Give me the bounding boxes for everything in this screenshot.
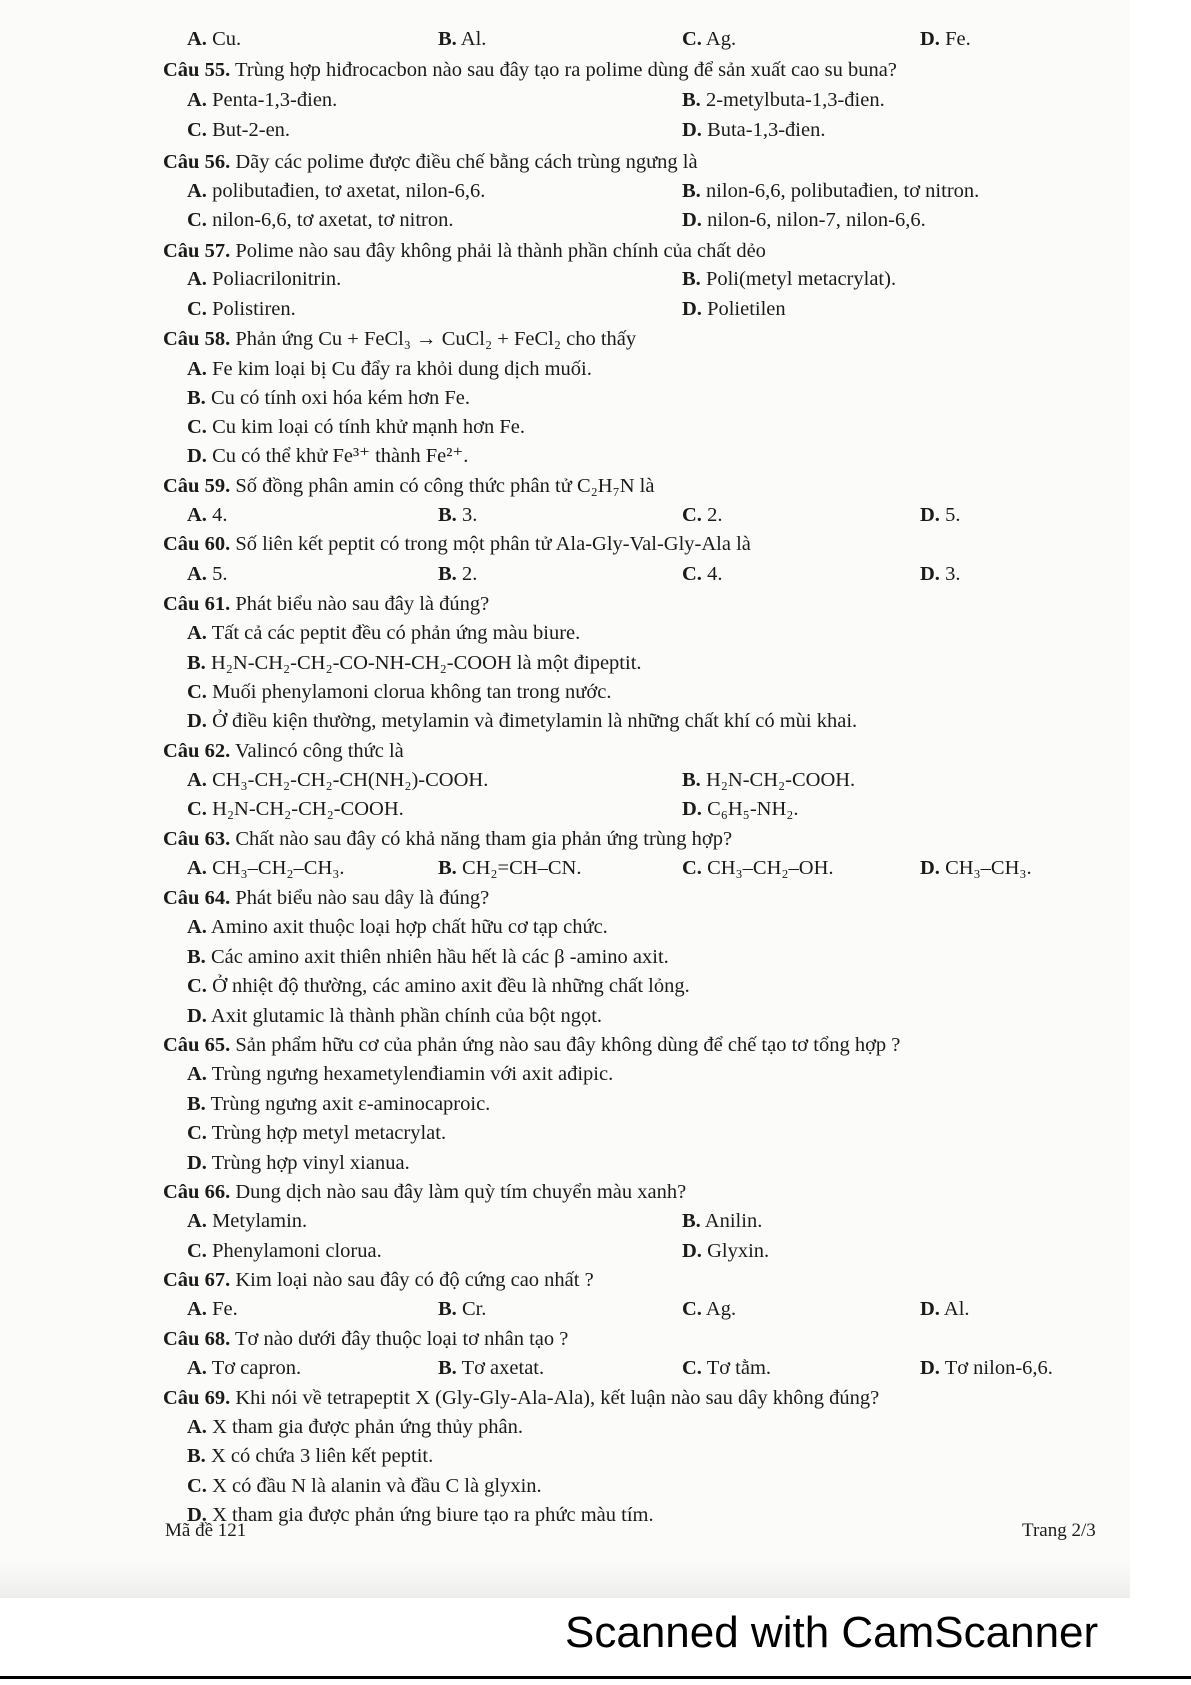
option-letter: C. — [187, 209, 207, 231]
option-text: Cu có thể khử Fe³⁺ thành Fe²⁺. — [206, 445, 469, 467]
answer-option[interactable] — [682, 296, 786, 322]
question-number: Câu 56. — [163, 151, 231, 173]
option-text: H₂N-CH₂-COOH. — [700, 769, 856, 791]
question-stem — [163, 149, 698, 175]
question-number: Câu 55. — [163, 59, 231, 81]
option-letter: A. — [187, 358, 207, 380]
option-text: Glyxin. — [701, 1240, 770, 1262]
option-letter: A. — [187, 268, 207, 290]
option-letter: C. — [187, 1475, 207, 1497]
option-letter: C. — [682, 1357, 702, 1379]
option-letter: B. — [682, 89, 701, 111]
option-text: 5. — [939, 504, 961, 526]
option-text: Cu có tính oxi hóa kém hơn Fe. — [205, 387, 471, 409]
option-letter: C. — [682, 563, 702, 585]
option-letter: B. — [682, 180, 701, 202]
question-stem — [163, 826, 732, 852]
answer-option[interactable] — [920, 1355, 1053, 1381]
option-letter: A. — [187, 1298, 207, 1320]
option-letter: C. — [187, 1122, 207, 1144]
question-text: Phát biểu nào sau đây là đúng? — [230, 593, 490, 615]
option-text: Tơ nilon-6,6. — [939, 1357, 1053, 1379]
option-text: Metylamin. — [206, 1210, 308, 1232]
question-number: Câu 60. — [163, 533, 231, 555]
answer-option[interactable] — [187, 178, 485, 204]
question-text: Trùng hợp hiđrocacbon nào sau đây tạo ra polime dùng để sản xuất cao su buna? — [230, 59, 897, 81]
option-letter: D. — [187, 1152, 207, 1174]
option-text: C₆H₅-NH₂. — [701, 798, 799, 820]
answer-option[interactable] — [187, 1061, 613, 1087]
option-text: X có chứa 3 liên kết peptit. — [205, 1445, 434, 1467]
option-letter: D. — [187, 1005, 207, 1027]
option-text: 3. — [456, 504, 478, 526]
option-letter: D. — [682, 209, 702, 231]
option-text: X có đầu N là alanin và đầu C là glyxin. — [206, 1475, 542, 1497]
answer-option[interactable] — [682, 1238, 769, 1264]
option-text: CH₂=CH–CN. — [456, 857, 582, 879]
answer-option[interactable] — [438, 1296, 486, 1322]
question-number: Câu 65. — [163, 1034, 231, 1056]
question-text: Dung dịch nào sau đây làm quỳ tím chuyển màu xanh? — [230, 1181, 687, 1203]
answer-option[interactable] — [187, 296, 296, 322]
question-number: Câu 66. — [163, 1181, 231, 1203]
option-letter: B. — [438, 1298, 457, 1320]
answer-option[interactable] — [187, 855, 345, 881]
option-letter: C. — [187, 298, 207, 320]
option-letter: A. — [187, 1063, 207, 1085]
answer-option[interactable] — [187, 914, 608, 940]
option-letter: C. — [187, 681, 207, 703]
answer-option[interactable] — [187, 1502, 654, 1528]
option-text: H₂N-CH₂-CH₂-COOH. — [206, 798, 404, 820]
option-text: 5. — [206, 563, 228, 585]
option-letter: A. — [187, 916, 207, 938]
option-letter: C. — [682, 504, 702, 526]
question-stem — [163, 1385, 879, 1411]
option-text: Tất cả các peptit đều có phản ứng màu biure. — [206, 622, 581, 644]
option-text: X tham gia được phản ứng thủy phân. — [206, 1416, 523, 1438]
option-text: Poliacrilonitrin. — [206, 268, 342, 290]
answer-option[interactable] — [682, 87, 885, 113]
option-letter: A. — [187, 769, 207, 791]
option-text: H₂N-CH₂-CH₂-CO-NH-CH₂-COOH là một đipeptit. — [205, 652, 642, 674]
option-letter: A. — [187, 180, 207, 202]
option-text: CH₃–CH₂–CH₃. — [206, 857, 345, 879]
answer-option[interactable] — [682, 26, 736, 52]
bottom-rule — [0, 1676, 1191, 1679]
answer-option[interactable] — [438, 26, 486, 52]
option-letter: A. — [187, 1357, 207, 1379]
answer-option[interactable] — [682, 855, 834, 881]
question-text: Sản phẩm hữu cơ của phản ứng nào sau đây không dùng để chế tạo tơ tổng hợp ? — [230, 1034, 901, 1056]
answer-option[interactable] — [920, 855, 1032, 881]
option-letter: B. — [438, 28, 457, 50]
option-letter: B. — [682, 1210, 701, 1232]
option-letter: A. — [187, 622, 207, 644]
question-stem — [163, 1267, 594, 1293]
option-text: 2-metylbuta-1,3-đien. — [700, 89, 885, 111]
option-letter: C. — [682, 857, 702, 879]
option-text: Trùng ngưng hexametylenđiamin với axit ađipic. — [206, 1063, 614, 1085]
option-text: Tơ capron. — [206, 1357, 302, 1379]
answer-option[interactable] — [187, 1091, 490, 1117]
option-text: Amino axit thuộc loại hợp chất hữu cơ tạp chức. — [206, 916, 608, 938]
option-text: Phenylamoni clorua. — [206, 1240, 382, 1262]
answer-option[interactable] — [438, 1355, 544, 1381]
question-stem — [163, 591, 489, 617]
option-letter: B. — [187, 652, 206, 674]
answer-option[interactable] — [187, 26, 241, 52]
option-text: 4. — [206, 504, 228, 526]
camscanner-watermark: Scanned with CamScanner — [565, 1608, 1099, 1657]
option-text: nilon-6,6, tơ axetat, tơ nitron. — [206, 209, 454, 231]
option-text: Trùng hợp vinyl xianua. — [206, 1152, 410, 1174]
answer-option[interactable] — [187, 1296, 238, 1322]
answer-option[interactable] — [187, 1443, 433, 1469]
option-letter: D. — [187, 710, 207, 732]
answer-option[interactable] — [920, 561, 960, 587]
question-stem — [163, 473, 654, 499]
option-letter: B. — [438, 1357, 457, 1379]
question-text: Kim loại nào sau đây có độ cứng cao nhất ? — [230, 1269, 594, 1291]
option-text: Cr. — [456, 1298, 487, 1320]
answer-option[interactable] — [187, 356, 592, 382]
option-letter: D. — [920, 28, 940, 50]
answer-option[interactable] — [187, 944, 669, 970]
answer-option[interactable] — [187, 620, 580, 646]
option-letter: A. — [187, 28, 207, 50]
answer-option[interactable] — [187, 767, 488, 793]
question-stem — [163, 1179, 686, 1205]
option-text: Ag. — [701, 1298, 737, 1320]
answer-option[interactable] — [682, 1208, 762, 1234]
option-text: But-2-en. — [206, 119, 291, 141]
answer-option[interactable] — [438, 561, 477, 587]
option-letter: C. — [187, 119, 207, 141]
answer-option[interactable] — [682, 1296, 736, 1322]
option-letter: D. — [920, 1357, 940, 1379]
option-letter: A. — [187, 1416, 207, 1438]
answer-option[interactable] — [187, 1414, 523, 1440]
answer-option[interactable] — [682, 796, 799, 822]
answer-option[interactable] — [187, 561, 227, 587]
question-text: Số liên kết peptit có trong một phân tử Ala-Gly-Val-Gly-Ala là — [230, 533, 751, 555]
option-letter: D. — [682, 298, 702, 320]
question-number: Câu 64. — [163, 887, 231, 909]
question-text: Tơ nào dưới đây thuộc loại tơ nhân tạo ? — [230, 1328, 569, 1350]
option-letter: B. — [682, 769, 701, 791]
question-number: Câu 61. — [163, 593, 231, 615]
option-text: polibutađien, tơ axetat, nilon-6,6. — [206, 180, 486, 202]
answer-option[interactable] — [682, 266, 896, 292]
option-letter: B. — [187, 946, 206, 968]
option-letter: D. — [187, 445, 207, 467]
option-letter: B. — [438, 504, 457, 526]
answer-option[interactable] — [187, 1238, 382, 1264]
option-letter: A. — [187, 89, 207, 111]
option-text: Cu. — [206, 28, 242, 50]
answer-option[interactable] — [187, 1150, 410, 1176]
question-text: Dãy các polime được điều chế bằng cách trùng ngưng là — [230, 151, 698, 173]
question-stem — [163, 1326, 568, 1352]
answer-option[interactable] — [438, 855, 581, 881]
option-letter: C. — [187, 975, 207, 997]
answer-option[interactable] — [187, 973, 690, 999]
option-text: nilon-6, nilon-7, nilon-6,6. — [701, 209, 926, 231]
option-text: Penta-1,3-đien. — [206, 89, 338, 111]
answer-option[interactable] — [187, 502, 227, 528]
option-text: Muối phenylamoni clorua không tan trong nước. — [206, 681, 612, 703]
answer-option[interactable] — [187, 87, 337, 113]
page-edge-shadow — [0, 1560, 1130, 1598]
option-letter: B. — [438, 563, 457, 585]
option-text: Polietilen — [701, 298, 786, 320]
answer-option[interactable] — [187, 207, 454, 233]
option-letter: C. — [187, 416, 207, 438]
answer-option[interactable] — [187, 443, 468, 469]
question-number: Câu 59. — [163, 475, 231, 497]
option-text: Buta-1,3-đien. — [701, 119, 826, 141]
option-letter: D. — [187, 1504, 207, 1526]
option-text: Trùng hợp metyl metacrylat. — [206, 1122, 447, 1144]
answer-option[interactable] — [682, 767, 855, 793]
question-number: Câu 69. — [163, 1387, 231, 1409]
option-text: Anilin. — [700, 1210, 763, 1232]
option-letter: B. — [187, 1093, 206, 1115]
option-text: Tơ tằm. — [701, 1357, 772, 1379]
answer-option[interactable] — [920, 26, 971, 52]
option-text: Fe kim loại bị Cu đẩy ra khỏi dung dịch muối. — [206, 358, 592, 380]
option-letter: A. — [187, 563, 207, 585]
exam-code: Mã đề 121 — [165, 1520, 247, 1541]
answer-option[interactable] — [187, 1120, 446, 1146]
option-letter: A. — [187, 857, 207, 879]
option-text: 3. — [939, 563, 961, 585]
option-letter: C. — [187, 798, 207, 820]
question-text: Chất nào sau đây có khả năng tham gia phản ứng trùng hợp? — [230, 828, 733, 850]
answer-option[interactable] — [187, 117, 290, 143]
answer-option[interactable] — [187, 708, 857, 734]
option-letter: A. — [187, 504, 207, 526]
option-text: 2. — [456, 563, 478, 585]
answer-option[interactable] — [187, 796, 404, 822]
question-stem — [163, 885, 489, 911]
answer-option[interactable] — [187, 1208, 307, 1234]
option-letter: D. — [682, 1240, 702, 1262]
answer-option[interactable] — [187, 679, 611, 705]
page-number: Trang 2/3 — [1022, 1520, 1096, 1541]
option-letter: D. — [920, 1298, 940, 1320]
option-letter: D. — [920, 563, 940, 585]
question-stem — [163, 738, 404, 764]
answer-option[interactable] — [187, 385, 470, 411]
answer-option[interactable] — [187, 1355, 301, 1381]
answer-option[interactable] — [187, 414, 525, 440]
option-text: Ag. — [701, 28, 737, 50]
question-number: Câu 57. — [163, 240, 231, 262]
option-text: CH₃–CH₃. — [939, 857, 1032, 879]
question-stem — [163, 1032, 900, 1058]
question-number: Câu 58. — [163, 328, 231, 350]
option-text: Ở nhiệt độ thường, các amino axit đều là những chất lỏng. — [206, 975, 690, 997]
question-number: Câu 67. — [163, 1269, 231, 1291]
question-text: Valincó công thức là — [230, 740, 404, 762]
option-text: Cu kim loại có tính khử mạnh hơn Fe. — [206, 416, 525, 438]
answer-option[interactable] — [920, 502, 960, 528]
option-text: CH₃-CH₂-CH₂-CH(NH₂)-COOH. — [206, 769, 489, 791]
answer-option[interactable] — [187, 1473, 542, 1499]
answer-option[interactable] — [682, 502, 722, 528]
option-letter: C. — [682, 1298, 702, 1320]
option-text: Al. — [456, 28, 487, 50]
option-letter: B. — [438, 857, 457, 879]
option-letter: A. — [187, 1210, 207, 1232]
option-letter: B. — [187, 387, 206, 409]
answer-option[interactable] — [187, 650, 642, 676]
question-stem — [163, 326, 636, 352]
question-text: Số đồng phân amin có công thức phân tử C₂H₇N là — [230, 475, 655, 497]
option-text: 4. — [701, 563, 723, 585]
answer-option[interactable] — [187, 1003, 602, 1029]
option-text: Axit glutamic là thành phần chính của bột ngọt. — [206, 1005, 603, 1027]
answer-option[interactable] — [682, 1355, 771, 1381]
question-text: Khi nói về tetrapeptit X (Gly-Gly-Ala-Ala), kết luận nào sau dây không đúng? — [230, 1387, 880, 1409]
question-stem — [163, 238, 766, 264]
option-text: nilon-6,6, polibutađien, tơ nitron. — [700, 180, 980, 202]
question-number: Câu 68. — [163, 1328, 231, 1350]
question-text: Phản ứng Cu + FeCl₃ → CuCl₂ + FeCl₂ cho thấy — [230, 328, 637, 350]
option-text: Al. — [939, 1298, 970, 1320]
option-text: Trùng ngưng axit ε-aminocaproic. — [205, 1093, 491, 1115]
option-text: Tơ axetat. — [456, 1357, 545, 1379]
question-text: Polime nào sau đây không phải là thành phần chính của chất dẻo — [230, 240, 766, 262]
question-stem — [163, 531, 751, 557]
option-letter: D. — [682, 798, 702, 820]
option-letter: D. — [682, 119, 702, 141]
option-text: X tham gia được phản ứng biure tạo ra phức màu tím. — [206, 1504, 654, 1526]
option-text: Các amino axit thiên nhiên hầu hết là các β -amino axit. — [205, 946, 669, 968]
answer-option[interactable] — [438, 502, 477, 528]
option-letter: B. — [682, 268, 701, 290]
question-number: Câu 63. — [163, 828, 231, 850]
answer-option[interactable] — [682, 178, 979, 204]
option-letter: B. — [187, 1445, 206, 1467]
question-text: Phát biểu nào sau dây là đúng? — [230, 887, 490, 909]
answer-option[interactable] — [187, 266, 341, 292]
option-letter: C. — [682, 28, 702, 50]
question-stem — [163, 57, 897, 83]
option-letter: D. — [920, 504, 940, 526]
option-text: CH₃–CH₂–OH. — [701, 857, 834, 879]
option-text: Fe. — [939, 28, 971, 50]
answer-option[interactable] — [920, 1296, 970, 1322]
option-text: Poli(metyl metacrylat). — [700, 268, 897, 290]
option-letter: D. — [920, 857, 940, 879]
question-number: Câu 62. — [163, 740, 231, 762]
answer-option[interactable] — [682, 561, 722, 587]
option-text: Fe. — [206, 1298, 238, 1320]
option-text: Polistiren. — [206, 298, 296, 320]
option-text: 2. — [701, 504, 723, 526]
option-text: Ở điều kiện thường, metylamin và đimetylamin là những chất khí có mùi khai. — [206, 710, 858, 732]
answer-option[interactable] — [682, 207, 926, 233]
answer-option[interactable] — [682, 117, 825, 143]
option-letter: C. — [187, 1240, 207, 1262]
